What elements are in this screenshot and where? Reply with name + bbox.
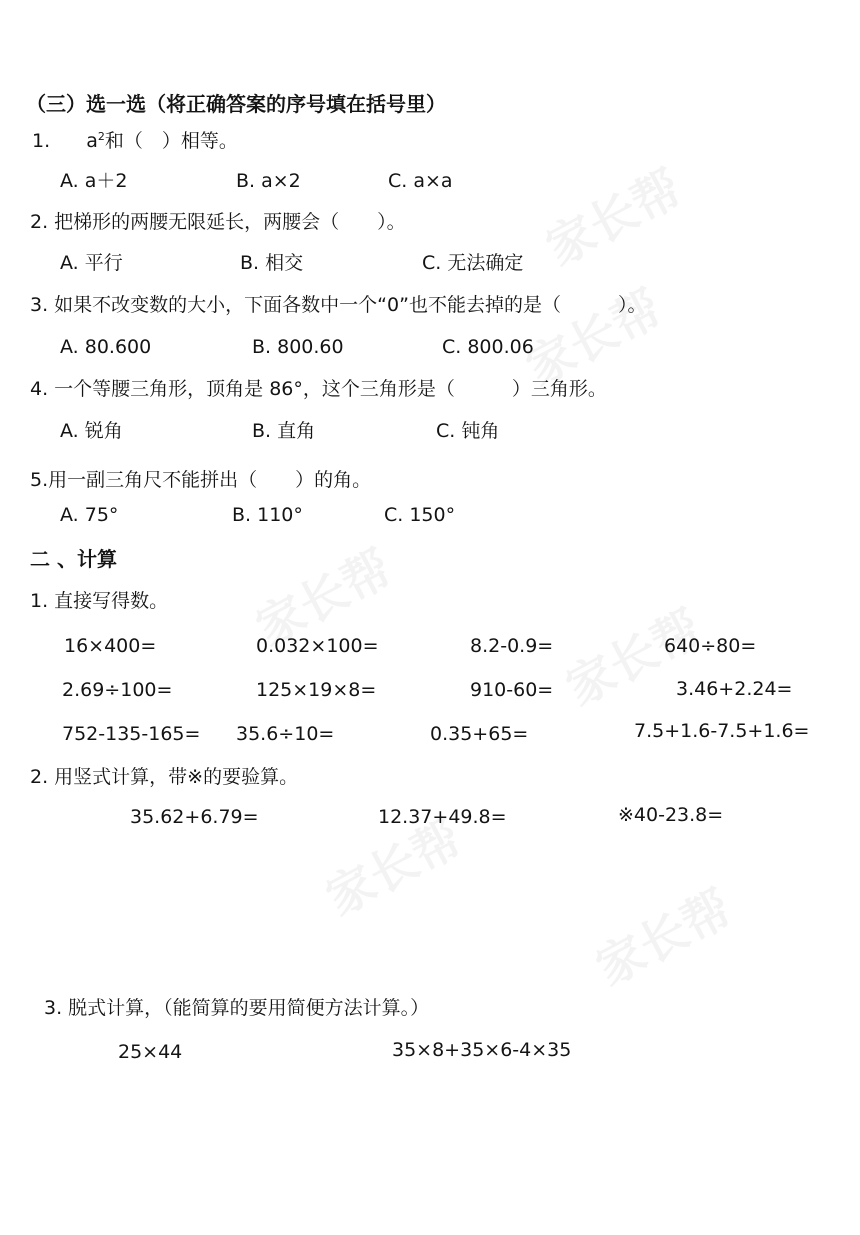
q1-option-a: A. a＋2: [60, 170, 128, 192]
q2-option-b: B. 相交: [240, 252, 304, 274]
vertical-calc-title: 2. 用竖式计算，带※的要验算。: [30, 766, 299, 788]
q4-option-b: B. 直角: [252, 420, 316, 442]
vertical-calc-item: ※40-23.8=: [618, 804, 724, 826]
q3-option-a: A. 80.600: [60, 336, 152, 358]
q2-option-a: A. 平行: [60, 252, 123, 274]
question-5: 5.用一副三角尺不能拼出（ ）的角。: [30, 469, 372, 491]
q4-option-c: C. 钝角: [436, 420, 500, 442]
q1-option-c: C. a×a: [388, 170, 453, 192]
question-1-number: 1.: [32, 130, 51, 152]
vertical-calc-item: 12.37+49.8=: [378, 806, 507, 828]
question-1-variable: a: [86, 130, 98, 152]
watermark: [532, 150, 692, 279]
q1-option-b: B. a×2: [236, 170, 301, 192]
direct-calc-item: 2.69÷100=: [62, 679, 173, 701]
question-1: [32, 131, 238, 151]
direct-calc-item: 640÷80=: [664, 635, 757, 657]
direct-calc-item: 7.5+1.6-7.5+1.6=: [634, 720, 810, 742]
direct-calc-item: 910-60=: [470, 679, 554, 701]
direct-calc-item: 16×400=: [64, 635, 157, 657]
section-heading-choose: （三）选一选（将正确答案的序号填在括号里）: [26, 92, 446, 116]
stepwise-calc-item: 25×44: [118, 1041, 183, 1063]
direct-calc-item: 0.032×100=: [256, 635, 379, 657]
direct-calc-item: 8.2-0.9=: [470, 635, 554, 657]
question-1-text: 和（ ）相等。: [104, 130, 238, 152]
direct-calc-item: 0.35+65=: [430, 723, 529, 745]
direct-calc-title: 1. 直接写得数。: [30, 590, 169, 612]
q2-option-c: C. 无法确定: [422, 252, 524, 274]
stepwise-calc-title: 3. 脱式计算，（能简算的要用简便方法计算。）: [44, 997, 430, 1019]
vertical-calc-item: 35.62+6.79=: [130, 806, 259, 828]
question-3: 3. 如果不改变数的大小，下面各数中一个“0”也不能去掉的是（ ）。: [30, 294, 647, 316]
question-4: 4. 一个等腰三角形，顶角是 86°，这个三角形是（ ）三角形。: [30, 378, 607, 400]
q3-option-b: B. 800.60: [252, 336, 344, 358]
direct-calc-item: 3.46+2.24=: [676, 678, 793, 700]
section-heading-calc: 二 、计算: [30, 547, 117, 571]
question-1-exponent: 2: [97, 130, 105, 143]
direct-calc-item: 35.6÷10=: [236, 723, 335, 745]
direct-calc-item: 125×19×8=: [256, 679, 377, 701]
q5-option-c: C. 150°: [384, 504, 456, 526]
q4-option-a: A. 锐角: [60, 420, 123, 442]
q3-option-c: C. 800.06: [442, 336, 534, 358]
question-2: 2. 把梯形的两腰无限延长，两腰会（ ）。: [30, 211, 406, 233]
direct-calc-item: 752-135-165=: [62, 723, 201, 745]
watermark: [582, 870, 742, 999]
q5-option-b: B. 110°: [232, 504, 303, 526]
stepwise-calc-item: 35×8+35×6-4×35: [392, 1039, 572, 1061]
q5-option-a: A. 75°: [60, 504, 119, 526]
